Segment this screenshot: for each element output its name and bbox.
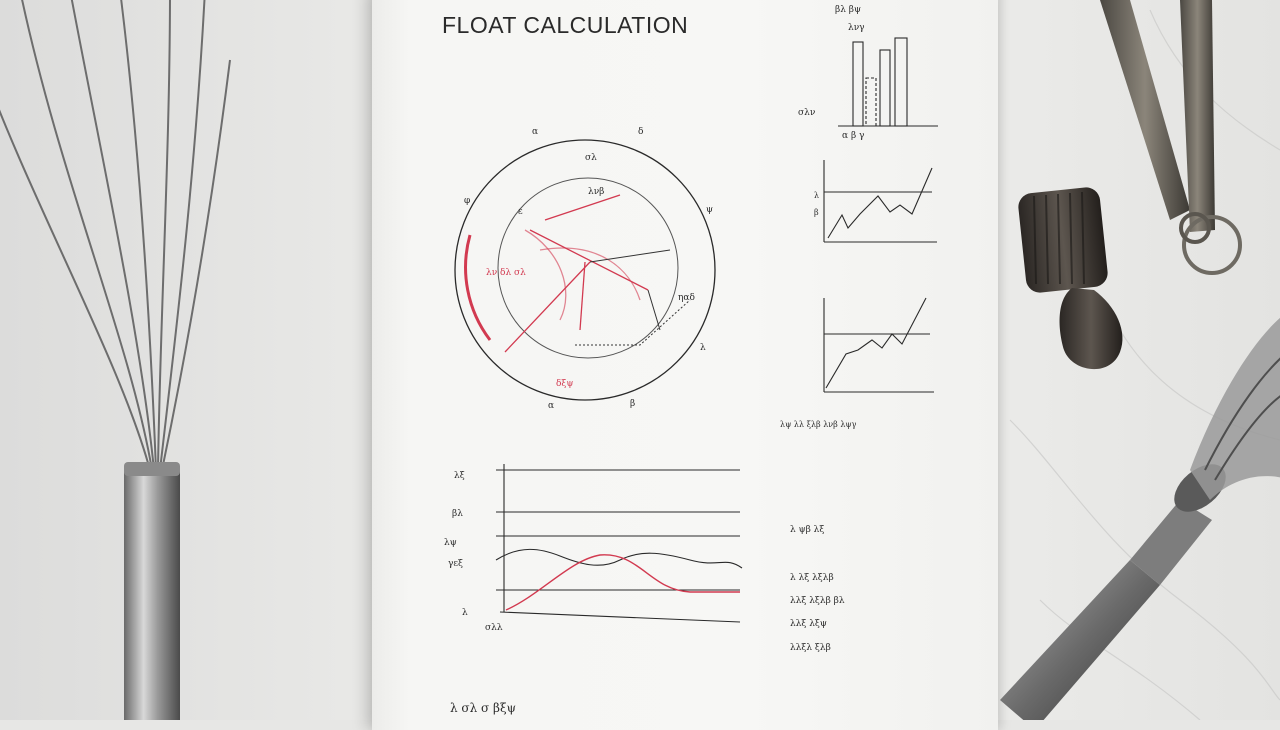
svg-text:λ ψβ λξ: λ ψβ λξ — [790, 525, 825, 535]
wire-whisk-icon — [0, 0, 380, 720]
red-arc — [466, 235, 490, 340]
circular-diagram — [455, 127, 715, 411]
svg-text:λνγ: λνγ — [848, 23, 865, 33]
svg-text:λ: λ — [700, 343, 706, 353]
svg-text:λλξ λξψ: λλξ λξψ — [790, 619, 827, 629]
svg-text:λψ: λψ — [444, 538, 457, 548]
page-title: FLOAT CALCULATION — [442, 12, 689, 38]
svg-text:σλλ: σλλ — [485, 623, 503, 633]
svg-text:δ: δ — [638, 127, 644, 137]
svg-text:λν δλ σλ: λν δλ σλ — [486, 268, 526, 278]
svg-text:γεξ: γεξ — [448, 559, 463, 569]
svg-text:φ: φ — [464, 196, 471, 206]
svg-text:α β γ: α β γ — [842, 131, 865, 141]
svg-text:ηαδ: ηαδ — [678, 293, 695, 303]
red-strokes — [505, 195, 648, 352]
svg-text:λνβ: λνβ — [588, 187, 605, 197]
svg-text:λ σλ σ βξψ: λ σλ σ βξψ — [450, 701, 516, 715]
svg-text:λλξ λξλβ βλ: λλξ λξλβ βλ — [790, 596, 845, 606]
svg-text:βλ: βλ — [452, 509, 463, 519]
sketch-bar-chart — [798, 5, 938, 141]
svg-text:λξ: λξ — [454, 471, 465, 481]
svg-text:λ λξ λξλβ: λ λξ λξλβ — [790, 573, 834, 583]
svg-text:λ: λ — [814, 191, 820, 200]
sketch-wave-chart — [444, 464, 742, 633]
svg-text:λ: λ — [462, 608, 468, 618]
svg-text:σλν: σλν — [798, 108, 816, 118]
svg-text:β: β — [630, 399, 636, 409]
svg-text:α: α — [548, 401, 555, 411]
svg-text:σλ: σλ — [585, 153, 597, 163]
sketch-line-chart-1 — [814, 160, 937, 242]
sketch-line-chart-2 — [780, 298, 934, 429]
svg-text:ε: ε — [518, 207, 523, 217]
ring-scribbles — [464, 127, 713, 411]
svg-text:α: α — [532, 127, 539, 137]
svg-text:λλξλ ξλβ: λλξλ ξλβ — [790, 643, 831, 653]
svg-text:β: β — [814, 208, 819, 217]
svg-text:δξψ: δξψ — [556, 379, 574, 389]
svg-text:λψ λλ ξλβ λνβ λψγ: λψ λλ ξλβ λνβ λψγ — [780, 420, 857, 429]
whisk-handle-icon — [990, 0, 1280, 720]
svg-text:ψ: ψ — [706, 205, 714, 215]
svg-text:βλ βψ: βλ βψ — [835, 5, 862, 15]
